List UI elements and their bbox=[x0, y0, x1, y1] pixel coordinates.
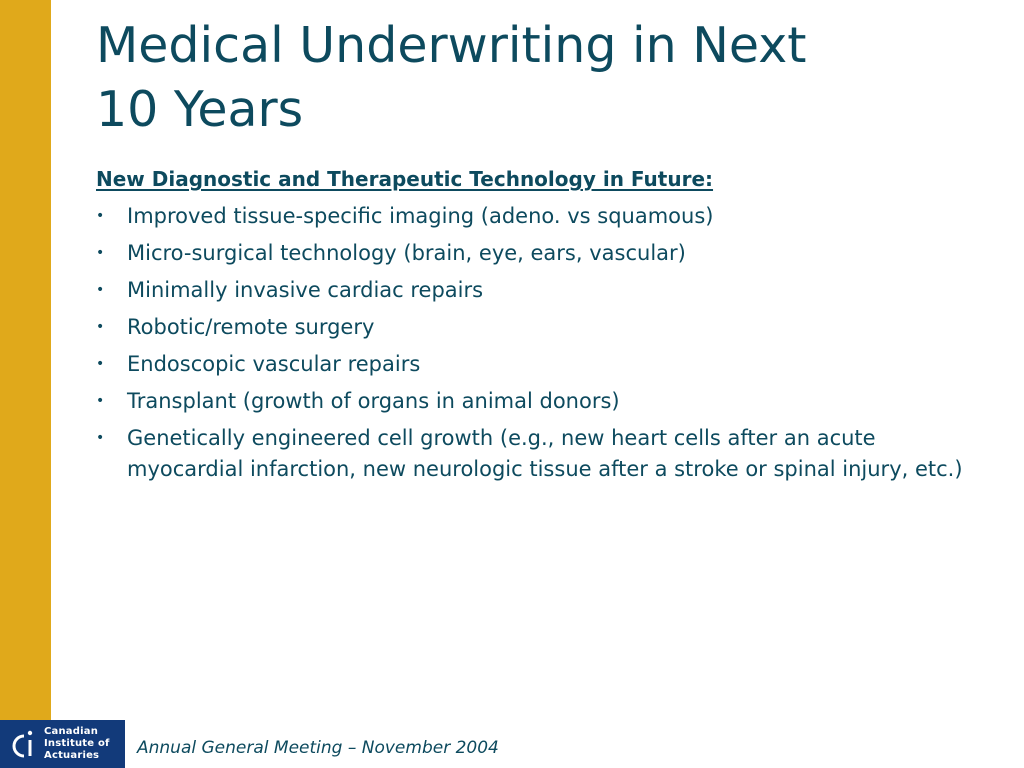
cia-logo-text bbox=[44, 726, 110, 762]
bullet-icon: • bbox=[96, 319, 105, 335]
bullet-text: Genetically engineered cell growth (e.g., new heart cells after an acute myocardial infarction, new neurologic tissue after a stroke or spinal injury, etc.) bbox=[127, 426, 963, 481]
footer-meeting-text: Annual General Meeting – November 2004 bbox=[137, 738, 499, 758]
slide-title-line-1: Medical Underwriting in Next bbox=[96, 17, 807, 74]
bullet-item bbox=[96, 423, 996, 485]
bullet-icon: • bbox=[96, 393, 105, 409]
cia-logo-icon bbox=[0, 720, 44, 768]
bullet-item bbox=[96, 201, 996, 232]
bullet-text: Endoscopic vascular repairs bbox=[127, 352, 421, 376]
bullet-icon: • bbox=[96, 282, 105, 298]
bullet-item bbox=[96, 349, 996, 380]
section-heading: New Diagnostic and Therapeutic Technology in Future: bbox=[96, 167, 714, 191]
logo-line-2: Institute of bbox=[44, 738, 110, 749]
bullet-text: Robotic/remote surgery bbox=[127, 315, 375, 339]
slide-title bbox=[96, 14, 996, 142]
cia-logo bbox=[0, 720, 125, 768]
bullet-icon: • bbox=[96, 208, 105, 224]
slide-body bbox=[96, 164, 996, 491]
slide-title-line-2: 10 Years bbox=[96, 81, 304, 138]
bullet-item bbox=[96, 238, 996, 269]
logo-line-3: Actuaries bbox=[44, 750, 100, 761]
bullet-icon: • bbox=[96, 430, 105, 446]
bullet-text: Micro-surgical technology (brain, eye, ears, vascular) bbox=[127, 241, 686, 265]
bullet-text: Transplant (growth of organs in animal donors) bbox=[127, 389, 620, 413]
bullet-text: Minimally invasive cardiac repairs bbox=[127, 278, 484, 302]
bullet-item bbox=[96, 312, 996, 343]
accent-side-bar bbox=[0, 0, 51, 720]
bullet-item bbox=[96, 275, 996, 306]
bullet-icon: • bbox=[96, 356, 105, 372]
bullet-item bbox=[96, 386, 996, 417]
logo-line-1: Canadian bbox=[44, 726, 99, 737]
bullet-text: Improved tissue-specific imaging (adeno. vs squamous) bbox=[127, 204, 714, 228]
bullet-icon: • bbox=[96, 245, 105, 261]
bullet-list bbox=[96, 201, 996, 485]
